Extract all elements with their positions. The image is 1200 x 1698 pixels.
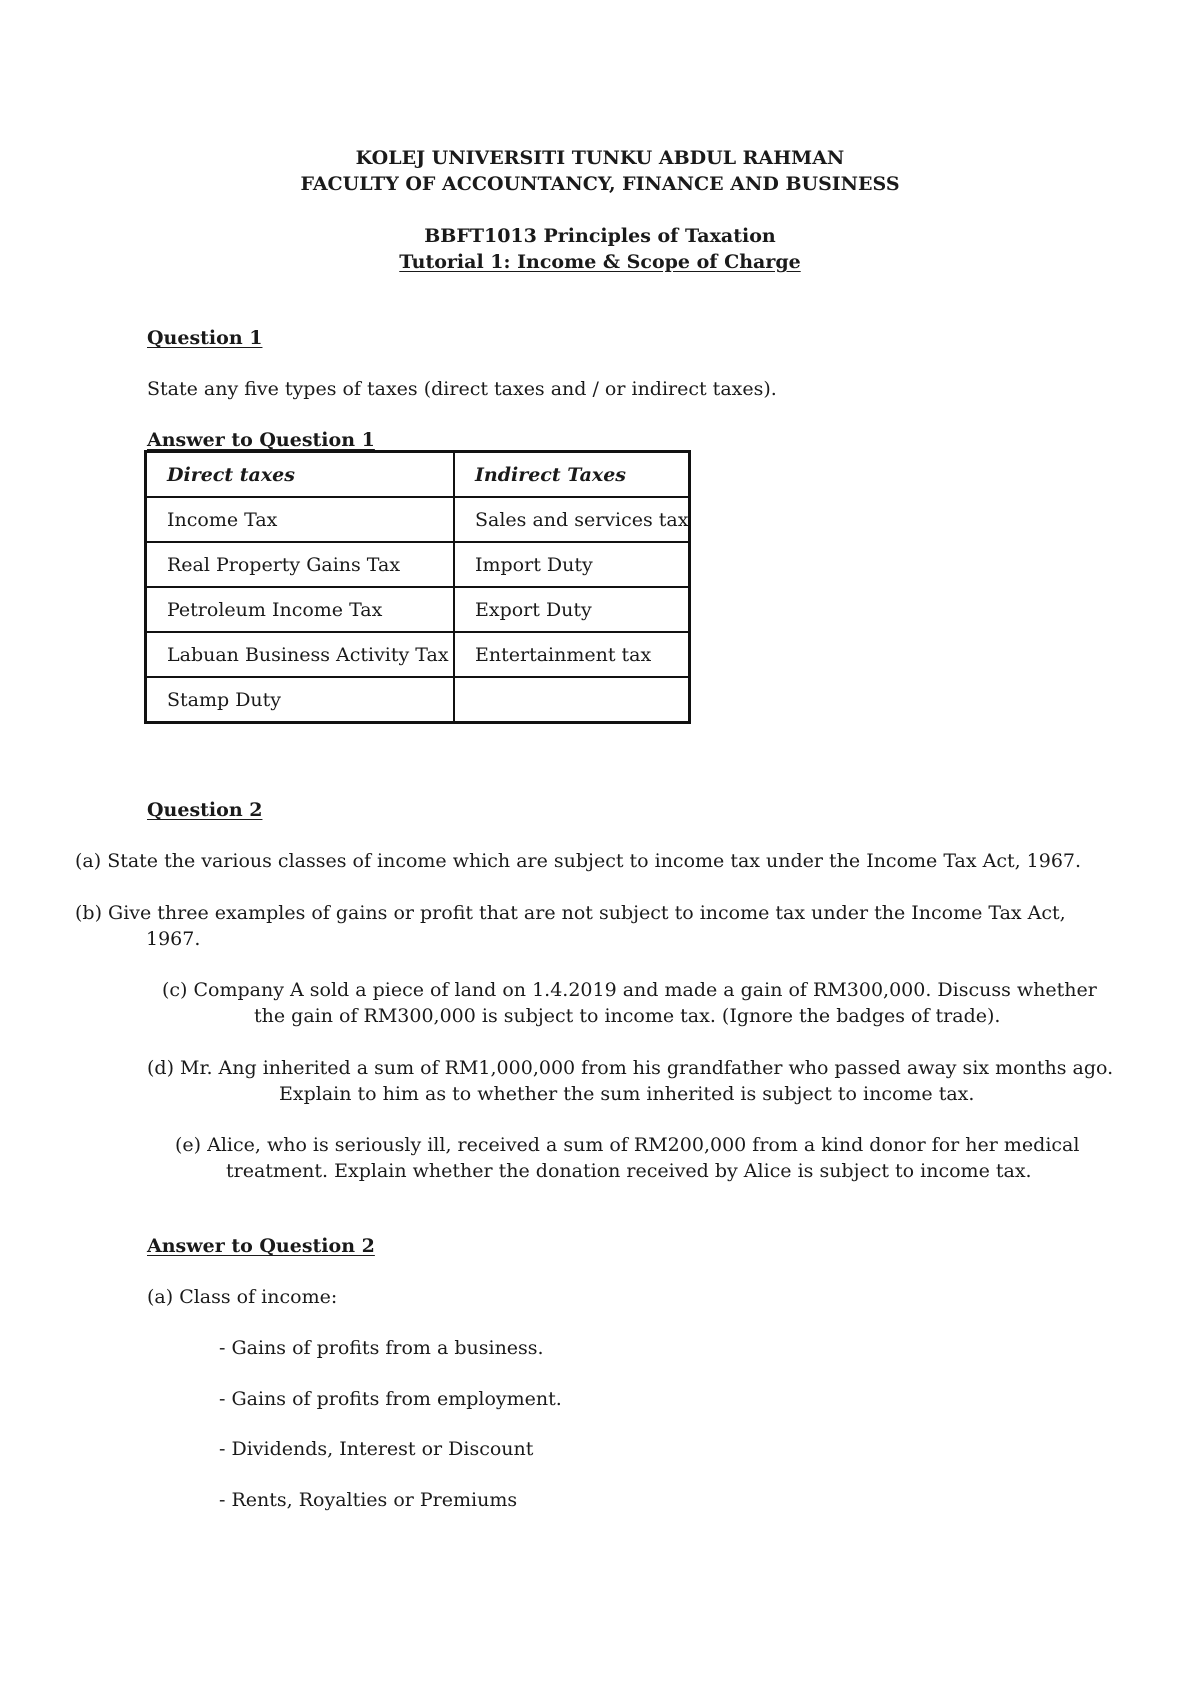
list-item: - Gains of profits from a business. — [219, 1337, 544, 1359]
table-cell: Export Duty — [454, 587, 690, 632]
list-item: - Dividends, Interest or Discount — [219, 1438, 534, 1460]
header-direct-taxes: Direct taxes — [146, 452, 455, 498]
list-item: - Rents, Royalties or Premiums — [219, 1489, 518, 1511]
tutorial-title — [0, 249, 1200, 275]
table-cell: Real Property Gains Tax — [146, 542, 455, 587]
table-row — [146, 677, 690, 723]
faculty-name: FACULTY OF ACCOUNTANCY, FINANCE AND BUSINESS — [300, 173, 900, 195]
table-cell: Stamp Duty — [146, 677, 455, 723]
question-2d-line2: Explain to him as to whether the sum inherited is subject to income tax. — [279, 1083, 975, 1105]
table-row — [146, 632, 690, 677]
table-cell: Sales and services tax — [454, 497, 690, 542]
table-cell: Labuan Business Activity Tax — [146, 632, 455, 677]
question-2a: (a) State the various classes of income which are subject to income tax under the Income Tax Act, 1967. — [75, 850, 1082, 872]
tax-types-table — [144, 450, 691, 724]
table-row — [146, 542, 690, 587]
question-2e-line2: treatment. Explain whether the donation received by Alice is subject to income tax. — [226, 1160, 1032, 1182]
question-1-text: State any five types of taxes (direct taxes and / or indirect taxes). — [147, 378, 777, 400]
table-cell — [454, 677, 690, 723]
table-cell: Entertainment tax — [454, 632, 690, 677]
answer-2-heading: Answer to Question 2 — [147, 1235, 375, 1257]
table-cell: Petroleum Income Tax — [146, 587, 455, 632]
tutorial-title-text: Tutorial 1: Income & Scope of Charge — [399, 251, 801, 273]
course-title: BBFT1013 Principles of Taxation — [424, 225, 776, 247]
table-row — [146, 497, 690, 542]
question-2c-line1: (c) Company A sold a piece of land on 1.4.2019 and made a gain of RM300,000. Discuss whether — [162, 979, 1097, 1001]
answer-1-heading: Answer to Question 1 — [147, 429, 375, 451]
question-2b-line2: 1967. — [146, 928, 201, 950]
question-2c-line2: the gain of RM300,000 is subject to income tax. (Ignore the badges of trade). — [254, 1005, 1001, 1027]
question-1-heading: Question 1 — [147, 327, 263, 349]
table-cell: Import Duty — [454, 542, 690, 587]
table-row — [146, 587, 690, 632]
institution-name: KOLEJ UNIVERSITI TUNKU ABDUL RAHMAN — [355, 147, 845, 169]
question-2d-line1: (d) Mr. Ang inherited a sum of RM1,000,000 from his grandfather who passed away six months ago. — [147, 1057, 1114, 1079]
question-2b-line1: (b) Give three examples of gains or profit that are not subject to income tax under the Income Tax Act, — [75, 902, 1066, 924]
table-header-row — [146, 452, 690, 498]
question-2-heading: Question 2 — [147, 799, 263, 821]
question-2e-line1: (e) Alice, who is seriously ill, received a sum of RM200,000 from a kind donor for her medical — [175, 1134, 1080, 1156]
list-item: - Gains of profits from employment. — [219, 1388, 562, 1410]
table-cell: Income Tax — [146, 497, 455, 542]
answer-2a-label: (a) Class of income: — [147, 1286, 338, 1308]
header-indirect-taxes: Indirect Taxes — [454, 452, 690, 498]
